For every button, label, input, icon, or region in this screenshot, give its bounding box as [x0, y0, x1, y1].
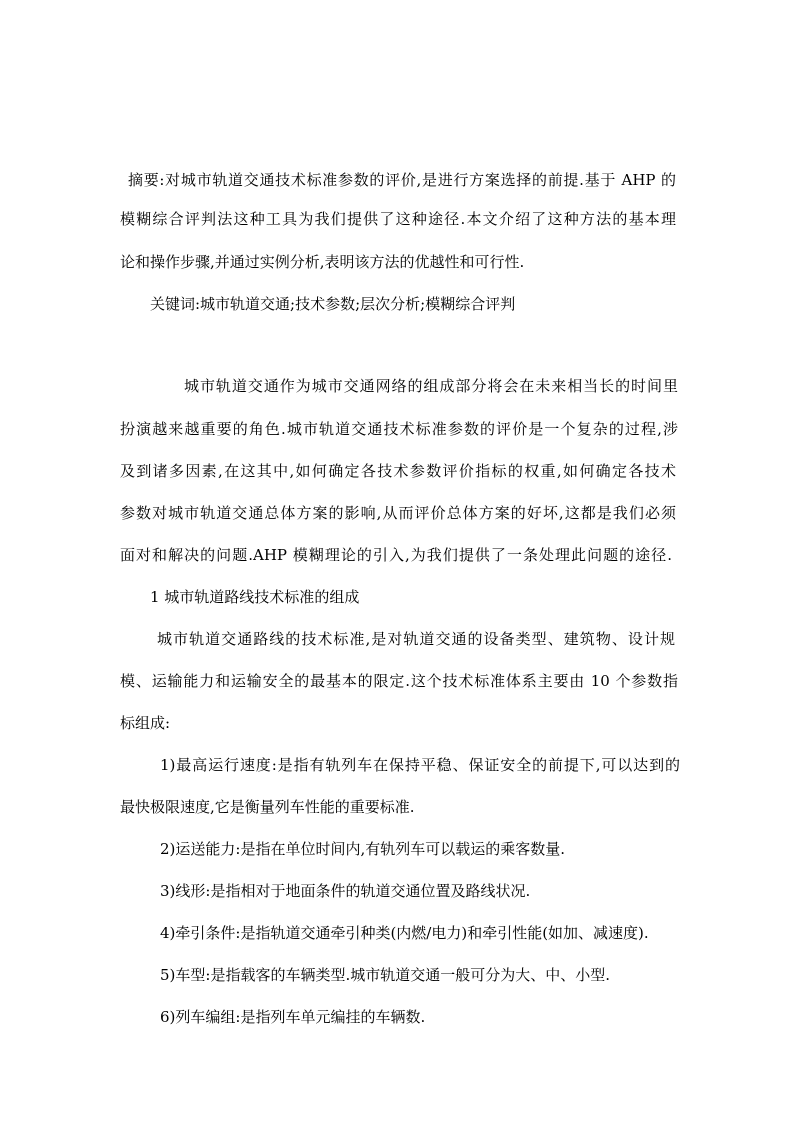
section-para-line-3: 标组成: [120, 714, 171, 732]
list-item-1: 1)最高运行速度:是指有轨列车在保持平稳、保证安全的前提下,可以达到的 [160, 756, 680, 774]
abstract-line-2: 模糊综合评判法这种工具为我们提供了这种途径.本文介绍了这种方法的基本理 [120, 210, 676, 228]
list-item-3: 3)线形:是指相对于地面条件的轨道交通位置及路线状况. [160, 882, 531, 900]
intro-line-4: 参数对城市轨道交通总体方案的影响,从而评价总体方案的好坏,这都是我们必须 [120, 504, 676, 522]
list-item-5: 5)车型:是指载客的车辆类型.城市轨道交通一般可分为大、中、小型. [160, 966, 610, 984]
keywords-line: 关键词:城市轨道交通;技术参数;层次分析;模糊综合评判 [150, 295, 516, 313]
section-para-line-2: 模、运输能力和运输安全的最基本的限定.这个技术标准体系主要由 10 个参数指 [120, 672, 678, 690]
abstract-line-3: 论和操作步骤,并通过实例分析,表明该方法的优越性和可行性. [120, 253, 525, 271]
intro-line-3: 及到诸多因素,在这其中,如何确定各技术参数评价指标的权重,如何确定各技术 [120, 462, 676, 480]
section-heading: 1 城市轨道路线技术标准的组成 [150, 588, 360, 606]
section-para-line-1: 城市轨道交通路线的技术标准,是对轨道交通的设备类型、建筑物、设计规 [157, 630, 675, 648]
list-item-2: 2)运送能力:是指在单位时间内,有轨列车可以载运的乘客数量. [160, 840, 565, 858]
list-item-6: 6)列车编组:是指列车单元编挂的车辆数. [160, 1008, 426, 1026]
list-item-4: 4)牵引条件:是指轨道交通牵引种类(内燃/电力)和牵引性能(如加、减速度). [160, 924, 649, 942]
abstract-line-1: 摘要:对城市轨道交通技术标准参数的评价,是进行方案选择的前提.基于 AHP 的 [128, 171, 676, 189]
intro-line-2: 扮演越来越重要的角色.城市轨道交通技术标准参数的评价是一个复杂的过程,涉 [120, 420, 678, 438]
list-item-1-cont: 最快极限速度,它是衡量列车性能的重要标准. [120, 798, 415, 816]
intro-line-5: 面对和解决的问题.AHP 模糊理论的引入,为我们提供了一条处理此问题的途径. [120, 546, 672, 564]
intro-line-1: 城市轨道交通作为城市交通网络的组成部分将会在未来相当长的时间里 [184, 377, 678, 395]
